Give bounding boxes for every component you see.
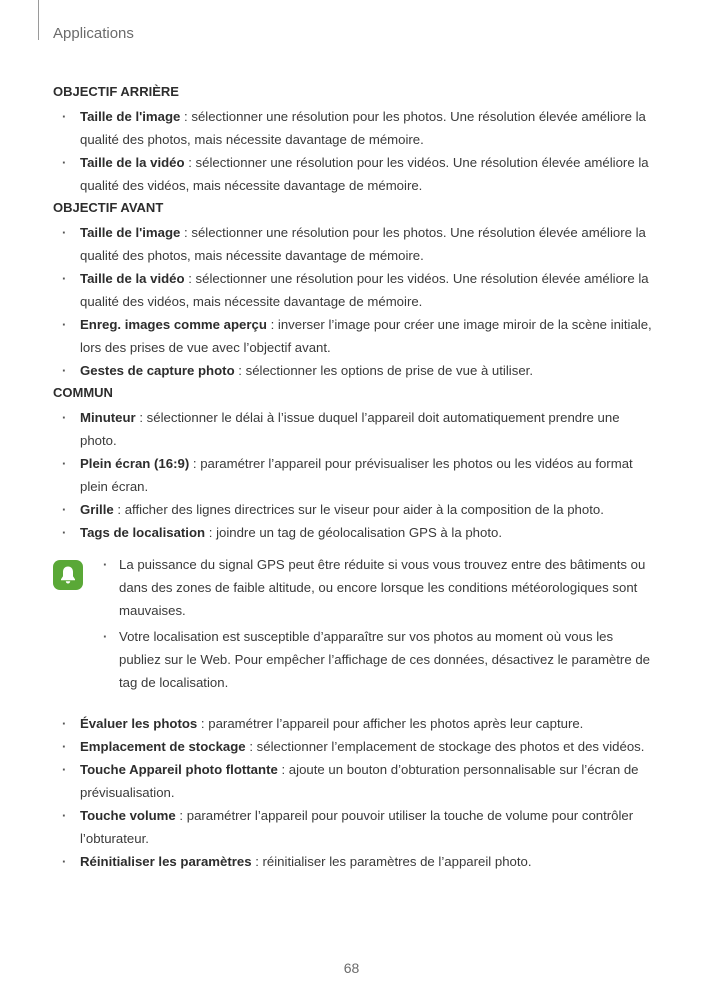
list-item xyxy=(53,850,653,873)
item-description: : sélectionner une résolution pour les photos. Une résolution élevée améliore la qualité des photos, mais nécessite davantage de mémoire. xyxy=(80,109,646,147)
item-description: : inverser l’image pour créer une image miroir de la scène initiale, lors des prises de vue avec l’objectif avant. xyxy=(80,317,652,355)
item-term: Taille de la vidéo xyxy=(80,271,185,286)
note-item: · Votre localisation est susceptible d’apparaître sur vos photos au moment où vous les publiez sur le Web. Pour empêcher l’affichage de ces données, désactivez le paramètre de tag de localisation. xyxy=(101,625,653,694)
page-number: 68 xyxy=(343,960,360,976)
settings-list xyxy=(53,105,653,197)
item-term: Grille xyxy=(80,502,114,517)
item-description: : paramétrer l’appareil pour afficher les photos après leur capture. xyxy=(197,716,584,731)
section-front-camera xyxy=(53,198,653,382)
list-item xyxy=(53,151,653,197)
list-item xyxy=(53,804,653,850)
settings-list xyxy=(53,221,653,382)
page-header-title: Applications xyxy=(53,25,134,42)
item-description: : joindre un tag de géolocalisation GPS à la photo. xyxy=(205,525,502,540)
item-term: Taille de l'image xyxy=(80,109,181,124)
item-description: : sélectionner l’emplacement de stockage des photos et des vidéos. xyxy=(245,739,645,754)
header-rule xyxy=(38,0,39,40)
note-item: · La puissance du signal GPS peut être réduite si vous vous trouvez entre des bâtiments ou dans des zones de faible altitude, ou encore lorsque les conditions météorologiques sont mauvaises. xyxy=(101,553,653,622)
section-heading: OBJECTIF ARRIÈRE xyxy=(53,84,179,99)
list-item xyxy=(53,406,653,452)
page-content xyxy=(53,82,653,874)
list-item xyxy=(53,221,653,267)
list-item xyxy=(53,105,653,151)
bell-icon xyxy=(59,565,77,585)
list-item xyxy=(53,735,653,758)
item-description: : sélectionner les options de prise de vue à utiliser. xyxy=(234,363,533,378)
item-description: : ajoute un bouton d’obturation personnalisable sur l’écran de prévisualisation. xyxy=(80,762,639,800)
section-common xyxy=(53,383,653,544)
item-term: Gestes de capture photo xyxy=(80,363,235,378)
item-description: : sélectionner une résolution pour les photos. Une résolution élevée améliore la qualité des photos, mais nécessite davantage de mémoire. xyxy=(80,225,646,263)
item-description: : sélectionner le délai à l’issue duquel l’appareil doit automatiquement prendre une photo. xyxy=(80,410,620,448)
section-rear-camera xyxy=(53,82,653,197)
settings-list-continued xyxy=(53,712,653,873)
item-description: : réinitialiser les paramètres de l’appareil photo. xyxy=(251,854,532,869)
list-item xyxy=(53,521,653,544)
note-bell-icon xyxy=(53,560,83,590)
item-term: Minuteur xyxy=(80,410,136,425)
item-description: : sélectionner une résolution pour les vidéos. Une résolution élevée améliore la qualité des vidéos, mais nécessite davantage de mémoire. xyxy=(80,155,649,193)
list-item xyxy=(53,758,653,804)
list-item xyxy=(53,359,653,382)
item-term: Enreg. images comme aperçu xyxy=(80,317,267,332)
note-box xyxy=(53,553,653,697)
item-term: Plein écran (16:9) xyxy=(80,456,190,471)
item-term: Taille de la vidéo xyxy=(80,155,185,170)
settings-list xyxy=(53,406,653,544)
section-heading: OBJECTIF AVANT xyxy=(53,200,164,215)
item-term: Taille de l'image xyxy=(80,225,181,240)
item-description: : paramétrer l’appareil pour prévisualiser les photos ou les vidéos au format plein écran. xyxy=(80,456,633,494)
list-item xyxy=(53,498,653,521)
list-item xyxy=(53,313,653,359)
list-item xyxy=(53,712,653,735)
item-term: Évaluer les photos xyxy=(80,716,198,731)
item-term: Touche volume xyxy=(80,808,176,823)
item-description: : sélectionner une résolution pour les vidéos. Une résolution élevée améliore la qualité des vidéos, mais nécessite davantage de mémoire. xyxy=(80,271,649,309)
section-heading: COMMUN xyxy=(53,385,113,400)
item-description: : afficher des lignes directrices sur le viseur pour aider à la composition de la photo. xyxy=(113,502,604,517)
list-item xyxy=(53,452,653,498)
item-description: : paramétrer l’appareil pour pouvoir utiliser la touche de volume pour contrôler l’obturateur. xyxy=(80,808,634,846)
list-item xyxy=(53,267,653,313)
item-term: Tags de localisation xyxy=(80,525,206,540)
item-term: Réinitialiser les paramètres xyxy=(80,854,252,869)
note-list xyxy=(101,553,653,697)
item-term: Emplacement de stockage xyxy=(80,739,246,754)
item-term: Touche Appareil photo flottante xyxy=(80,762,278,777)
